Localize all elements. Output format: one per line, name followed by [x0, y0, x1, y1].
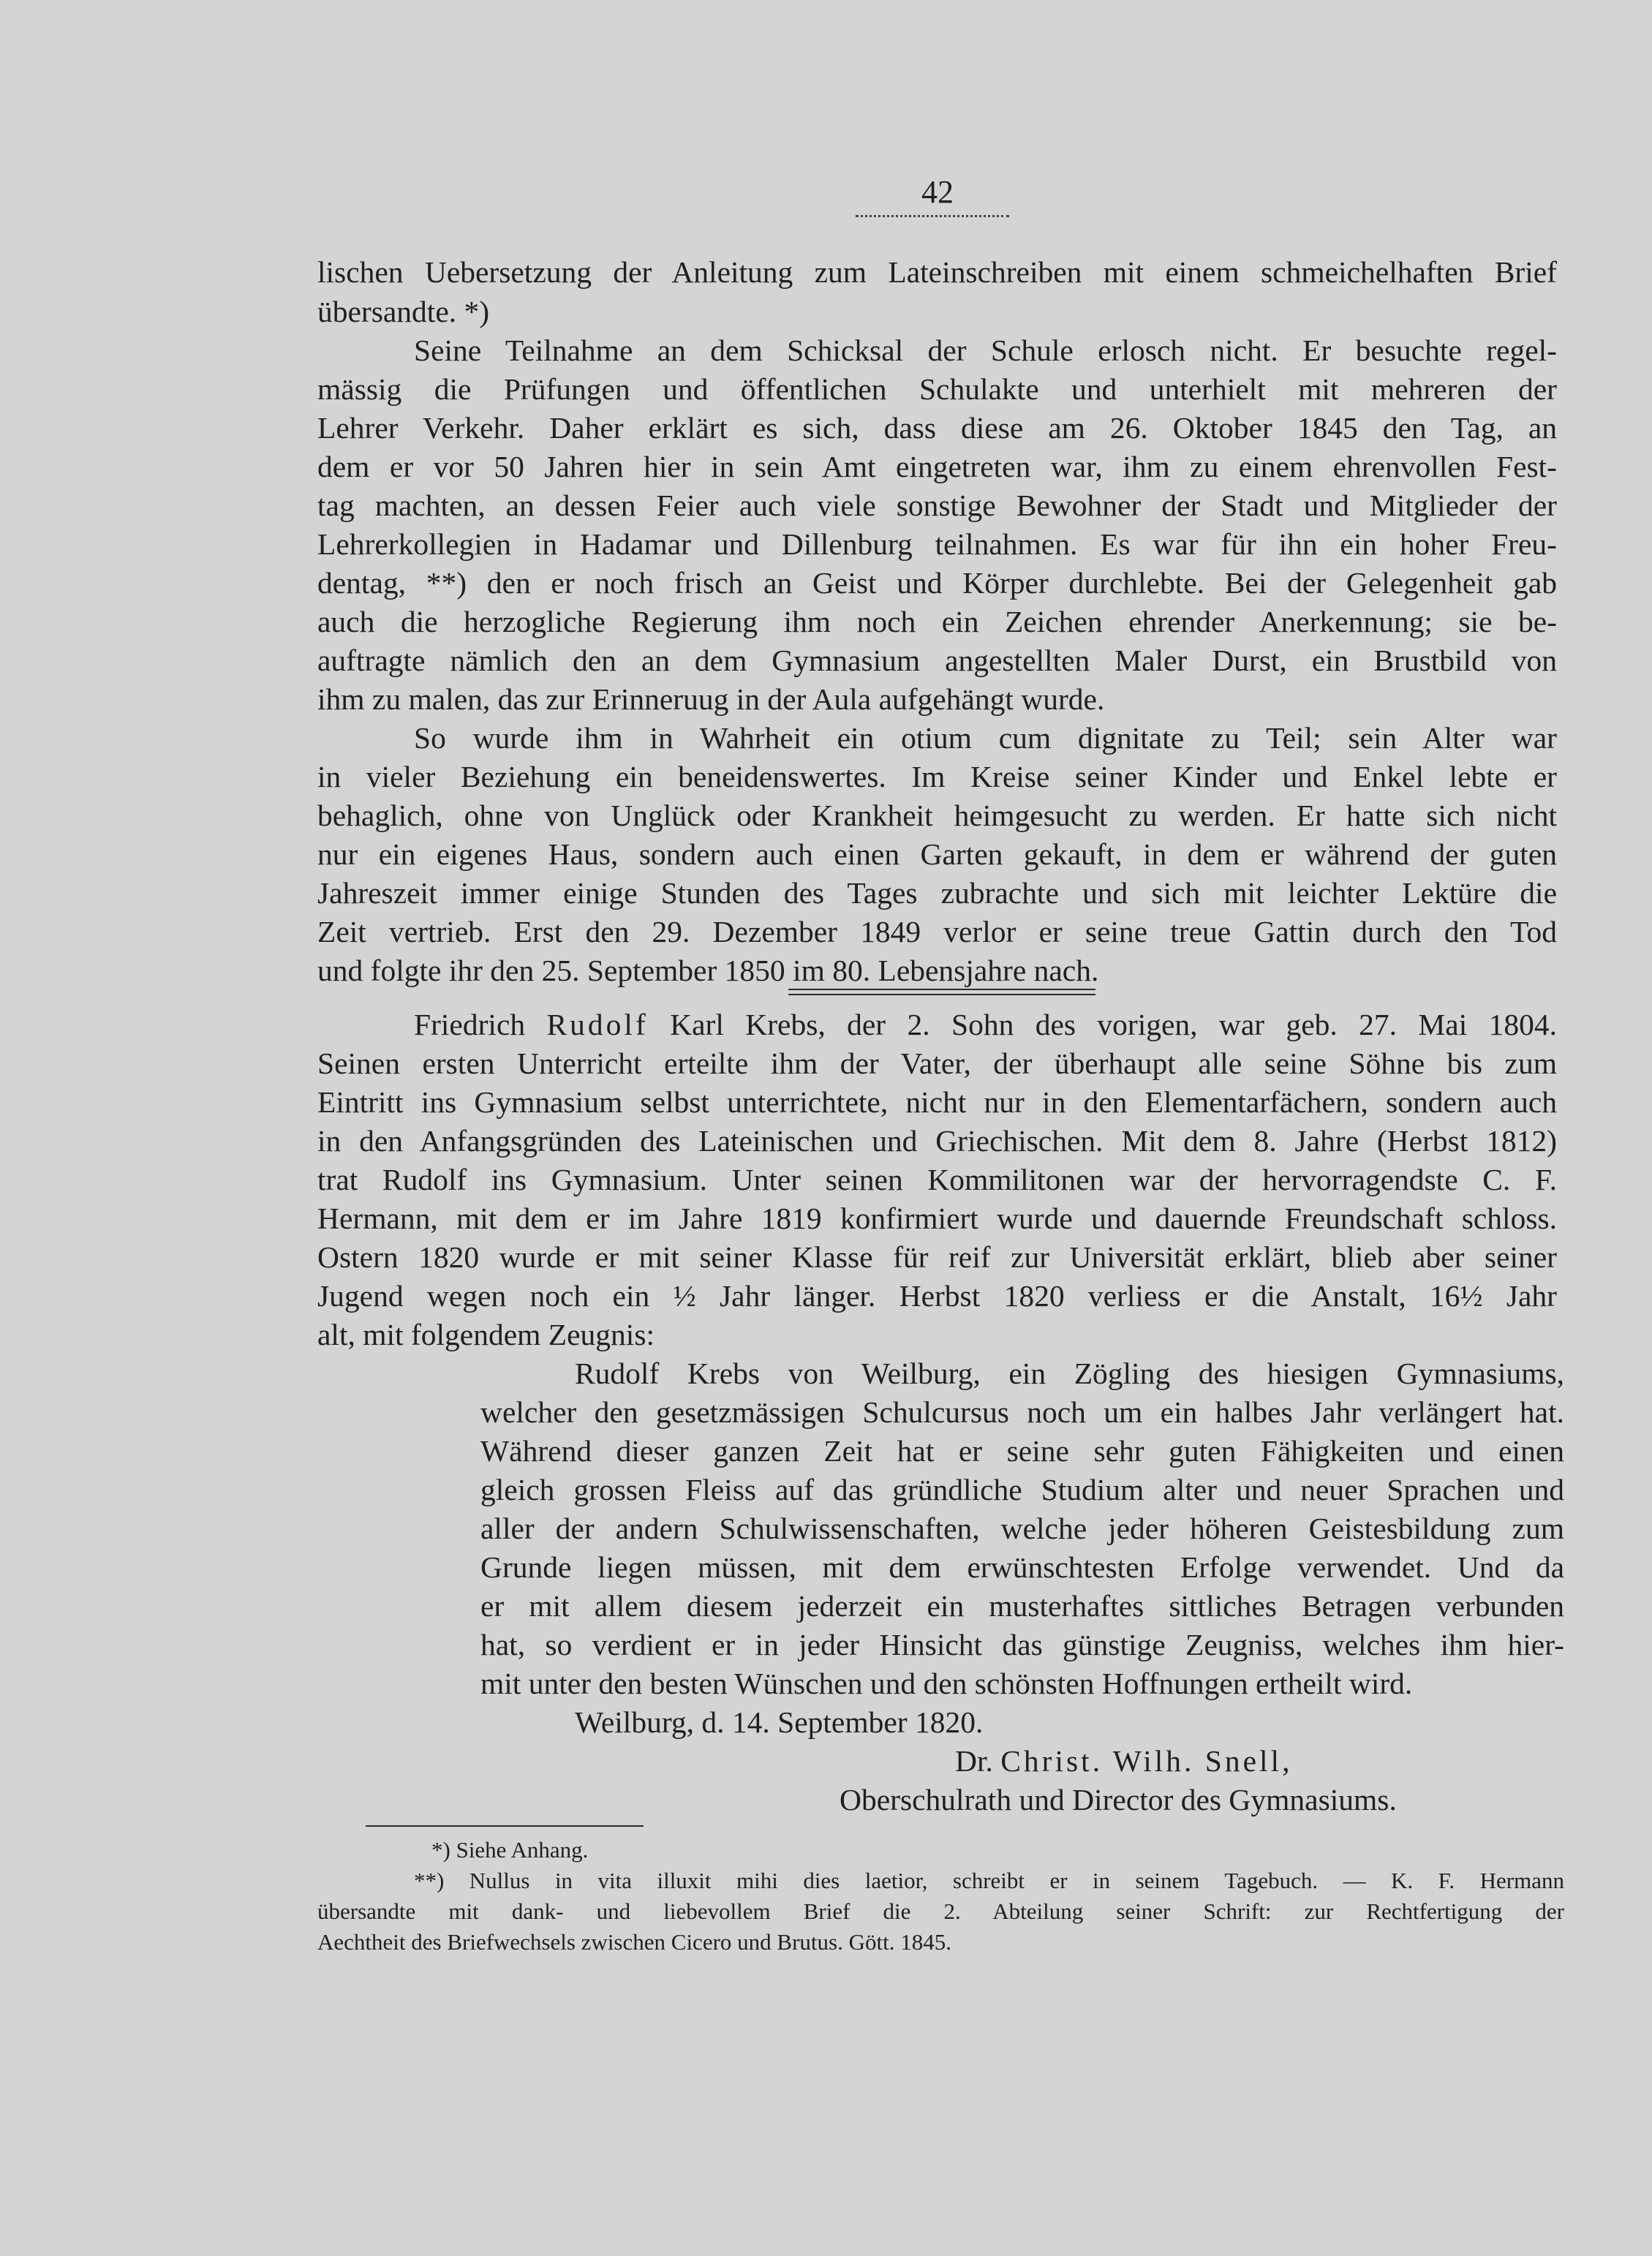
text-line: dem er vor 50 Jahren hier in sein Amt eingetreten war, ihm zu einem ehrenvollen Fest-	[317, 450, 1557, 483]
certificate-line: hat, so verdient er in jeder Hinsicht das günstige Zeugniss, welches ihm hier-	[480, 1628, 1564, 1661]
footnote: **) Nullus in vita illuxit mihi dies laetior, schreibt er in seinem Tagebuch. — K. F. Hermann	[414, 1868, 1564, 1893]
signature-title: Oberschulrath und Director des Gymnasiums.	[840, 1783, 1397, 1817]
text-line: dentag, **) den er noch frisch an Geist und Körper durchlebte. Bei der Gelegenheit gab	[317, 566, 1557, 600]
text-line: behaglich, ohne von Unglück oder Krankheit heimgesucht zu werden. Er hatte sich nicht	[317, 799, 1557, 832]
text-line	[414, 1006, 1557, 1044]
text-line: So wurde ihm in Wahrheit ein otium cum dignitate zu Teil; sein Alter war	[414, 721, 1557, 755]
section-divider	[788, 994, 1095, 995]
person-spaced-name: Rudolf	[546, 1008, 649, 1041]
footnote: Aechtheit des Briefwechsels zwischen Cicero und Brutus. Gött. 1845.	[317, 1929, 951, 1955]
text-line: lischen Uebersetzung der Anleitung zum Lateinschreiben mit einem schmeichelhaften Brief	[317, 255, 1557, 289]
text-line: Hermann, mit dem er im Jahre 1819 konfirmiert wurde und dauernde Freundschaft schloss.	[317, 1201, 1557, 1235]
text-line: Lehrerkollegien in Hadamar und Dillenburg teilnahmen. Es war für ihn ein hoher Freu-	[317, 527, 1557, 561]
footnote-divider	[366, 1825, 644, 1827]
page-number: 42	[921, 174, 954, 210]
certificate-line: Rudolf Krebs von Weilburg, ein Zögling des hiesigen Gymnasiums,	[575, 1357, 1564, 1390]
text-line: Eintritt ins Gymnasium selbst unterrichtete, nicht nur in den Elementarfächern, sondern auch	[317, 1085, 1557, 1119]
person-first-name: Friedrich	[414, 1008, 526, 1041]
text-line-rest: Karl Krebs, der 2. Sohn des vorigen, war geb. 27. Mai 1804.	[670, 1008, 1557, 1041]
text-line: auftragte nämlich den an dem Gymnasium angestellten Maler Durst, ein Brustbild von	[317, 644, 1557, 677]
certificate-line: welcher den gesetzmässigen Schulcursus noch um ein halbes Jahr verlängert hat.	[480, 1395, 1564, 1429]
text-line: Lehrer Verkehr. Daher erklärt es sich, dass diese am 26. Oktober 1845 den Tag, an	[317, 411, 1557, 445]
certificate-line: Grunde liegen müssen, mit dem erwünschtesten Erfolge verwendet. Und da	[480, 1550, 1564, 1584]
certificate-line: mit unter den besten Wünschen und den schönsten Hoffnungen ertheilt wird.	[480, 1667, 1413, 1700]
text-line: Ostern 1820 wurde er mit seiner Klasse für reif zur Universität erklärt, blieb aber seiner	[317, 1240, 1557, 1274]
signature-prefix: Dr.	[955, 1744, 993, 1778]
text-line: nur ein eigenes Haus, sondern auch einen Garten gekauft, in dem er während der guten	[317, 837, 1557, 871]
text-line: mässig die Prüfungen und öffentlichen Schulakte und unterhielt mit mehreren der	[317, 372, 1557, 406]
certificate-line: Während dieser ganzen Zeit hat er seine sehr guten Fähigkeiten und einen	[480, 1434, 1564, 1468]
section-divider	[788, 989, 1095, 990]
text-line: Seinen ersten Unterricht erteilte ihm der Vater, der überhaupt alle seine Söhne bis zum	[317, 1046, 1557, 1080]
footnote: *) Siehe Anhang.	[431, 1837, 589, 1863]
page-number-ornament	[856, 215, 1009, 223]
text-line: auch die herzogliche Regierung ihm noch ein Zeichen ehrender Anerkennung; sie be-	[317, 605, 1557, 638]
text-line: Jahreszeit immer einige Stunden des Tages zubrachte und sich mit leichter Lektüre die	[317, 876, 1557, 910]
certificate-line: aller der andern Schulwissenschaften, welche jeder höheren Geistesbildung zum	[480, 1512, 1564, 1545]
text-line: tag machten, an dessen Feier auch viele sonstige Bewohner der Stadt und Mitglieder der	[317, 488, 1557, 522]
text-line: übersandte. *)	[317, 295, 490, 328]
text-line: trat Rudolf ins Gymnasium. Unter seinen Kommilitonen war der hervorragendste C. F.	[317, 1163, 1557, 1196]
text-line: in vieler Beziehung ein beneidenswertes. Im Kreise seiner Kinder und Enkel lebte er	[317, 760, 1557, 793]
certificate-line: er mit allem diesem jederzeit ein musterhaftes sittliches Betragen verbunden	[480, 1589, 1564, 1623]
signature-name	[955, 1742, 1292, 1780]
certificate-line: gleich grossen Fleiss auf das gründliche Studium alter und neuer Sprachen und	[480, 1473, 1564, 1506]
text-line: und folgte ihr den 25. September 1850 im 80. Lebensjahre nach.	[317, 954, 1099, 987]
text-line: Jugend wegen noch ein ½ Jahr länger. Herbst 1820 verliess er die Anstalt, 16½ Jahr	[317, 1279, 1557, 1313]
text-line: alt, mit folgendem Zeugnis:	[317, 1318, 655, 1351]
text-line: Seine Teilnahme an dem Schicksal der Schule erlosch nicht. Er besuchte regel-	[414, 333, 1557, 367]
signature-spaced-name: Christ. Wilh. Snell,	[1000, 1744, 1293, 1778]
text-line: Zeit vertrieb. Erst den 29. Dezember 1849 verlor er seine treue Gattin durch den Tod	[317, 915, 1557, 948]
place-date: Weilburg, d. 14. September 1820.	[575, 1705, 984, 1739]
footnote: übersandte mit dank- und liebevollem Brief die 2. Abteilung seiner Schrift: zur Rechtfertigung der	[317, 1898, 1564, 1924]
text-line: in den Anfangsgründen des Lateinischen und Griechischen. Mit dem 8. Jahre (Herbst 1812)	[317, 1124, 1557, 1158]
text-line: ihm zu malen, das zur Erinneruug in der Aula aufgehängt wurde.	[317, 682, 1105, 716]
